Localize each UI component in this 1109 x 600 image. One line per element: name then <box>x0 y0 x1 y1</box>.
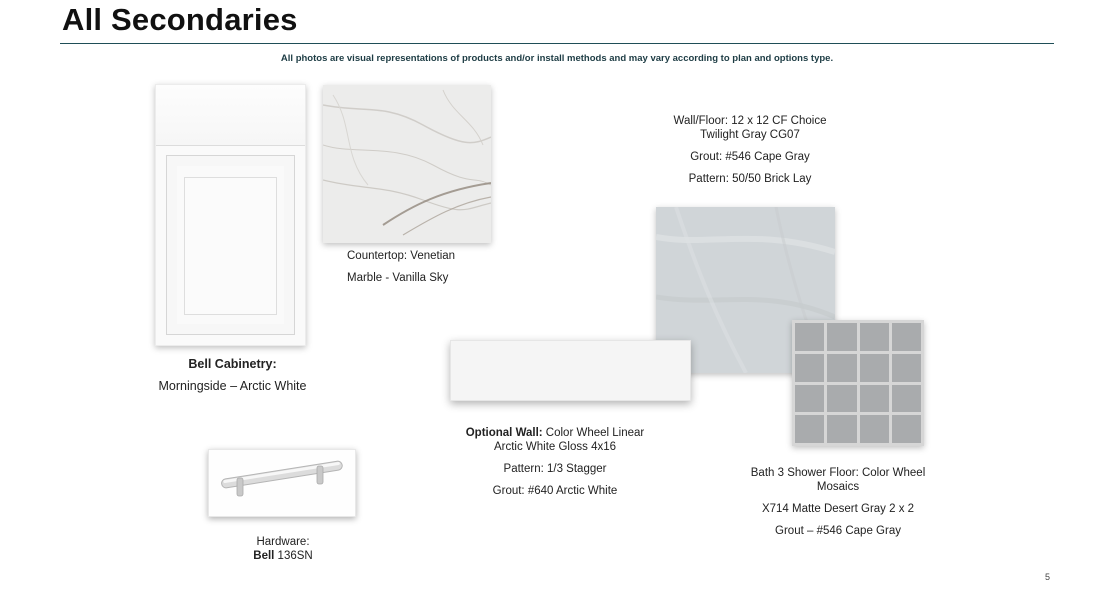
mosaic-tile <box>795 415 824 443</box>
hardware-model-row <box>218 549 348 563</box>
countertop-caption <box>323 249 483 285</box>
optional-wall-line2: Arctic White Gloss 4x16 <box>493 441 617 453</box>
cabinet-door-image <box>155 84 306 346</box>
page-title: All Secondaries <box>62 2 298 37</box>
shower-floor-caption <box>718 466 958 538</box>
cabinet-door-panel <box>184 177 277 315</box>
shower-floor-mosaic-swatch <box>792 320 924 446</box>
cabinet-door-drawer-rail <box>156 85 305 146</box>
hardware-caption <box>218 535 348 563</box>
wall-floor-line1: Wall/Floor: 12 x 12 CF Choice <box>673 115 827 127</box>
bar-pull-graphic <box>209 450 355 516</box>
mosaic-tile <box>892 415 921 443</box>
hardware-model: 136SN <box>274 550 313 562</box>
shower-floor-line2: Mosaics <box>816 481 860 493</box>
mosaic-tile <box>827 323 856 351</box>
optional-wall-line1-row <box>430 426 680 440</box>
hardware-pull-image <box>208 449 356 517</box>
countertop-line2: Marble - Vanilla Sky <box>347 272 449 284</box>
mosaic-tile <box>860 415 889 443</box>
mosaic-tile <box>860 323 889 351</box>
hardware-label: Hardware: <box>256 536 310 548</box>
countertop-marble-swatch <box>323 85 491 243</box>
optional-wall-pattern: Pattern: 1/3 Stagger <box>503 463 607 475</box>
wall-floor-caption <box>640 114 860 186</box>
cabinetry-description: Morningside – Arctic White <box>158 379 307 393</box>
mosaic-tile <box>827 415 856 443</box>
cabinetry-label: Bell Cabinetry: <box>188 357 277 371</box>
mosaic-tile <box>795 323 824 351</box>
wall-floor-pattern: Pattern: 50/50 Brick Lay <box>688 173 812 185</box>
marble-veining-graphic <box>323 85 491 243</box>
mosaic-tile <box>892 385 921 413</box>
mosaic-tile <box>827 385 856 413</box>
optional-wall-caption <box>430 426 680 498</box>
shower-floor-grout: Grout – #546 Cape Gray <box>775 525 901 537</box>
cabinetry-caption <box>120 357 345 393</box>
hardware-brand: Bell <box>253 550 275 562</box>
mosaic-tile <box>860 354 889 382</box>
mosaic-tile <box>892 354 921 382</box>
optional-wall-grout: Grout: #640 Arctic White <box>492 485 618 497</box>
wall-floor-grout: Grout: #546 Cape Gray <box>690 151 810 163</box>
countertop-line1: Countertop: Venetian <box>347 250 456 262</box>
optional-wall-tile-swatch <box>450 340 691 401</box>
mosaic-tile <box>795 385 824 413</box>
shower-floor-line1: Bath 3 Shower Floor: Color Wheel <box>750 467 926 479</box>
mosaic-tile <box>827 354 856 382</box>
wall-floor-line2: Twilight Gray CG07 <box>700 129 800 141</box>
mosaic-tile <box>892 323 921 351</box>
mosaic-tile <box>860 385 889 413</box>
disclaimer-text: All photos are visual representations of products and/or install methods and may vary according to plan and options type. <box>280 53 834 64</box>
page-number: 5 <box>1045 572 1051 582</box>
optional-wall-line1: Color Wheel Linear <box>542 427 645 439</box>
mosaic-tile <box>795 354 824 382</box>
title-divider <box>60 43 1054 44</box>
shower-floor-line3: X714 Matte Desert Gray 2 x 2 <box>761 503 915 515</box>
optional-wall-label: Optional Wall: <box>465 427 543 439</box>
